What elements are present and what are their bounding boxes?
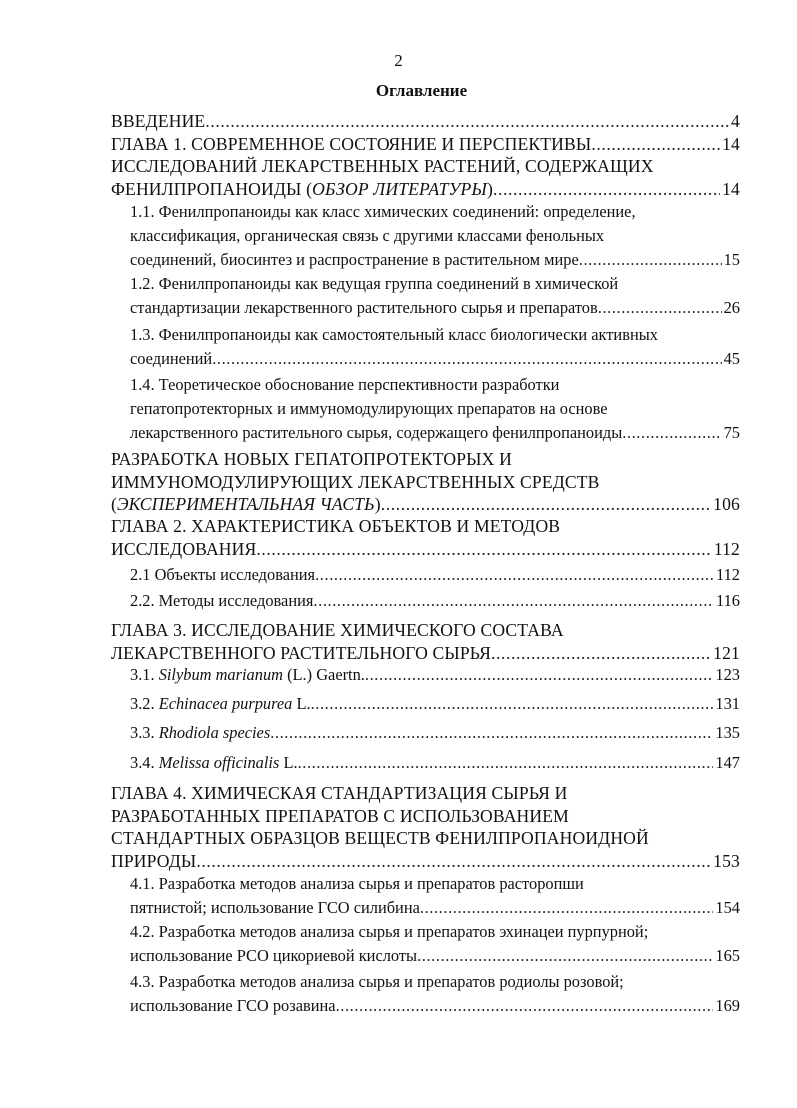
dot-leader: [336, 994, 714, 1018]
toc-entry-text-segment: 2.2. Методы исследования: [130, 591, 314, 610]
toc-entry-text-segment: соединений, биосинтез и распространение в растительном мире: [130, 250, 579, 269]
toc-entry-text-segment: 1.3. Фенилпропаноиды как самостоятельный класс биологически активных: [130, 325, 658, 344]
toc-entry-text-segment: Melissa officinalis: [158, 753, 280, 772]
toc-entry-text: [130, 944, 417, 968]
dot-leader: [598, 296, 722, 320]
toc-entry-line: [130, 872, 740, 896]
dot-leader: [212, 347, 721, 371]
toc-entry-text-segment: (: [111, 494, 118, 514]
toc-section-entry: [130, 373, 740, 445]
toc-entry-text-segment: 1.2. Фенилпропаноиды как ведущая группа соединений в химической: [130, 274, 619, 293]
toc-entry-text-segment: ЛЕКАРСТВЕННОГО РАСТИТЕЛЬНОГО СЫРЬЯ: [111, 642, 491, 663]
toc-entry-text-segment: 4.1. Разработка методов анализа сырья и препаратов расторопши: [130, 874, 584, 893]
toc-entry-line: [111, 850, 740, 873]
toc-chapter-entry: [111, 619, 740, 664]
toc-title: Оглавление: [375, 81, 468, 100]
toc-entry-text-segment: ): [486, 178, 493, 199]
toc-entry-text-segment: 1.4. Теоретическое обоснование перспективности разработки: [130, 375, 560, 394]
toc-entry-text: [130, 589, 313, 613]
toc-entry-text-segment: РАЗРАБОТКА НОВЫХ ГЕПАТОПРОТЕКТОРЫХ И: [111, 449, 512, 469]
toc-section-entry: [130, 692, 740, 716]
toc-section-entry: [130, 751, 740, 775]
dot-leader: [622, 421, 721, 445]
toc-entry-line: [111, 642, 740, 665]
toc-entry-line: [111, 515, 740, 538]
toc-entry-line: [130, 373, 740, 397]
toc-section-entry: [130, 589, 740, 613]
toc-entry-line: [130, 692, 740, 716]
toc-entry-line: [111, 805, 740, 828]
toc-page-number: 26: [723, 298, 740, 317]
toc-entry-text-segment: ФЕНИЛПРОПАНОИДЫ (: [111, 178, 313, 199]
toc-page-number: 165: [715, 946, 740, 965]
toc-entry-text: [130, 896, 420, 920]
toc-entry-text-segment: ОБЗОР ЛИТЕРАТУРЫ: [312, 178, 487, 199]
dot-leader: [256, 538, 711, 561]
toc-entry-text: [111, 110, 205, 133]
toc-page-number: 147: [715, 753, 740, 772]
toc-entry-text-segment: РАЗРАБОТАННЫХ ПРЕПАРАТОВ С ИСПОЛЬЗОВАНИЕМ: [111, 805, 569, 826]
toc-entry-text: [130, 421, 622, 445]
toc-entry-text-segment: использование РСО цикориевой кислоты: [130, 946, 418, 965]
dot-leader: [315, 563, 714, 587]
toc-entry-line: [130, 970, 740, 994]
toc-page-number: 106: [713, 494, 740, 514]
toc-entry-text-segment: ПРИРОДЫ: [111, 850, 197, 871]
toc-section-entry: [130, 970, 740, 1018]
toc-entry-text-segment: использование ГСО розавина: [130, 996, 336, 1015]
dot-leader: [420, 896, 714, 920]
toc-entry-line: [130, 994, 740, 1018]
toc-section-entry: [130, 272, 740, 320]
toc-entry-text-segment: L.: [279, 753, 298, 772]
toc-entry-line: [111, 178, 740, 201]
dot-leader: [313, 589, 714, 613]
toc-entry-text-segment: ИССЛЕДОВАНИЯ: [111, 538, 257, 559]
toc-page-number: 75: [723, 423, 740, 442]
toc-chapter-entry: [111, 110, 740, 133]
toc-entry-line: [111, 155, 740, 178]
toc-entry-line: [130, 663, 740, 687]
toc-entry-text-segment: ЭКСПЕРИМЕНТАЛЬНАЯ ЧАСТЬ: [117, 494, 375, 514]
toc-entry-line: [111, 827, 740, 850]
toc-entry-line: [111, 493, 740, 516]
toc-page-number: 112: [713, 538, 740, 559]
toc-page-number: 4: [731, 111, 740, 131]
toc-section-entry: [130, 663, 740, 687]
toc-chapter-entry: [111, 515, 740, 560]
toc-entry-text-segment: ИММУНОМОДУЛИРУЮЩИХ ЛЕКАРСТВЕННЫХ СРЕДСТВ: [111, 471, 600, 492]
toc-page-number: 14: [722, 134, 740, 154]
toc-entry-text: [130, 347, 212, 371]
dot-leader: [365, 663, 714, 687]
toc-entry-line: [130, 347, 740, 371]
toc-entry-line: [130, 751, 740, 775]
toc-entry-text: [111, 538, 256, 561]
dot-leader: [381, 493, 711, 516]
toc-entry-text: [130, 296, 598, 320]
toc-entry-text-segment: ГЛАВА 3. ИССЛЕДОВАНИЕ ХИМИЧЕСКОГО СОСТАВА: [111, 620, 564, 640]
toc-entry-text: [111, 178, 493, 201]
toc-entry-text-segment: ГЛАВА 2. ХАРАКТЕРИСТИКА ОБЪЕКТОВ И МЕТОДОВ: [111, 516, 561, 536]
toc-page-number: 14: [722, 178, 740, 199]
toc-entry-text-segment: ГЛАВА 1. СОВРЕМЕННОЕ СОСТОЯНИЕ И ПЕРСПЕКТИВЫ: [111, 134, 592, 154]
toc-section-entry: [130, 920, 740, 968]
toc-entry-text: [111, 850, 196, 873]
toc-entry-text: [130, 751, 298, 775]
toc-entry-line: [130, 323, 740, 347]
toc-entry-line: [111, 782, 740, 805]
toc-entry-line: [130, 272, 740, 296]
dot-leader: [270, 721, 713, 745]
dot-leader: [493, 178, 720, 201]
toc-chapter-entry: [111, 133, 740, 156]
toc-section-entry: [130, 721, 740, 745]
toc-section-entry: [130, 323, 740, 371]
toc-entry-text-segment: ): [374, 494, 381, 514]
toc-entry-text: [111, 642, 491, 665]
toc-entry-text-segment: ИССЛЕДОВАНИЙ ЛЕКАРСТВЕННЫХ РАСТЕНИЙ, СОДЕРЖАЩИХ: [111, 156, 654, 176]
toc-chapter-entry: [111, 155, 740, 200]
toc-entry-text-segment: СТАНДАРТНЫХ ОБРАЗЦОВ ВЕЩЕСТВ ФЕНИЛПРОПАНОИДНОЙ: [111, 828, 649, 848]
toc-entry-text-segment: L.: [292, 694, 311, 713]
toc-page-number: 116: [716, 591, 740, 610]
dot-leader: [591, 133, 720, 156]
toc-entry-line: [130, 248, 740, 272]
toc-page-number: 169: [715, 996, 740, 1015]
toc-entry-text-segment: 3.4.: [130, 753, 159, 772]
toc-entry-text-segment: 3.2.: [130, 694, 159, 713]
toc-section-entry: [130, 563, 740, 587]
toc-entry-text: [130, 563, 315, 587]
toc-entry-line: [130, 200, 740, 224]
dot-leader: [205, 110, 729, 133]
toc-entry-line: [130, 896, 740, 920]
toc-entry-text: [111, 133, 591, 156]
toc-page-number: 135: [715, 723, 740, 742]
toc-entry-text: [130, 721, 270, 745]
toc-entry-text-segment: гепатопротекторных и иммуномодулирующих препаратов на основе: [130, 399, 608, 418]
toc-page-number: 154: [715, 898, 740, 917]
page-number: 2: [394, 51, 403, 70]
toc-entry-line: [130, 563, 740, 587]
toc-page-number: 121: [713, 642, 740, 663]
toc-page-number: 153: [713, 850, 740, 871]
toc-entry-text: [130, 248, 579, 272]
toc-entry-line: [130, 421, 740, 445]
toc-entry-line: [130, 224, 740, 248]
toc-entry-text-segment: Rhodiola species: [158, 723, 271, 742]
toc-entry-text-segment: соединений: [130, 349, 213, 368]
toc-section-entry: [130, 872, 740, 920]
toc-entry-text-segment: стандартизации лекарственного растительного сырья и препаратов: [130, 298, 598, 317]
toc-entry-line: [130, 589, 740, 613]
toc-entry-text-segment: ГЛАВА 4. ХИМИЧЕСКАЯ СТАНДАРТИЗАЦИЯ СЫРЬЯ И: [111, 783, 568, 803]
toc-entry-text-segment: 1.1. Фенилпропаноиды как класс химических соединений: определение,: [130, 202, 636, 221]
toc-page-number: 112: [716, 565, 740, 584]
toc-page-number: 45: [723, 349, 740, 368]
toc-entry-line: [130, 944, 740, 968]
toc-entry-line: [111, 110, 740, 133]
toc-entry-text: [130, 994, 336, 1018]
toc-entry-line: [130, 397, 740, 421]
toc-entry-line: [130, 721, 740, 745]
dot-leader: [298, 751, 714, 775]
toc-entry-line: [111, 133, 740, 156]
toc-entry-text-segment: пятнистой; использование ГСО силибина: [130, 898, 420, 917]
dot-leader: [579, 248, 722, 272]
toc-entry-line: [111, 619, 740, 642]
dot-leader: [196, 850, 711, 873]
toc-entry-text-segment: 3.3.: [130, 723, 159, 742]
toc-entry-text-segment: 4.2. Разработка методов анализа сырья и препаратов эхинацеи пурпурной;: [130, 922, 649, 941]
toc-entry-text-segment: 2.1 Объекты исследования: [130, 565, 316, 584]
toc-entry-line: [111, 538, 740, 561]
dot-leader: [491, 642, 711, 665]
toc-entry-text: [130, 663, 365, 687]
toc-entry-text-segment: Silybum marianum: [158, 665, 283, 684]
toc-entry-text-segment: ВВЕДЕНИЕ: [111, 111, 206, 131]
toc-page-number: 131: [715, 694, 740, 713]
toc-chapter-entry: [111, 782, 740, 872]
toc-page-number: 15: [723, 250, 740, 269]
toc-entry-text-segment: 4.3. Разработка методов анализа сырья и препаратов родиолы розовой;: [130, 972, 624, 991]
dot-leader: [417, 944, 713, 968]
toc-page-number: 123: [715, 665, 740, 684]
toc-entry-text-segment: лекарственного растительного сырья, содержащего фенилпропаноиды: [130, 423, 623, 442]
toc-entry-line: [111, 471, 740, 494]
toc-entry-text-segment: (L.) Gaertn.: [282, 665, 365, 684]
toc-entry-text: [111, 493, 381, 516]
toc-entry-line: [111, 448, 740, 471]
toc-section-entry: [130, 200, 740, 272]
toc-entry-line: [130, 296, 740, 320]
toc-entry-text-segment: классификация, органическая связь с другими классами фенольных: [130, 226, 605, 245]
toc-entry-text-segment: 3.1.: [130, 665, 159, 684]
toc-entry-text: [130, 692, 311, 716]
toc-chapter-entry: [111, 448, 740, 516]
toc-entry-text-segment: Echinacea purpurea: [158, 694, 293, 713]
dot-leader: [311, 692, 714, 716]
toc-entry-line: [130, 920, 740, 944]
